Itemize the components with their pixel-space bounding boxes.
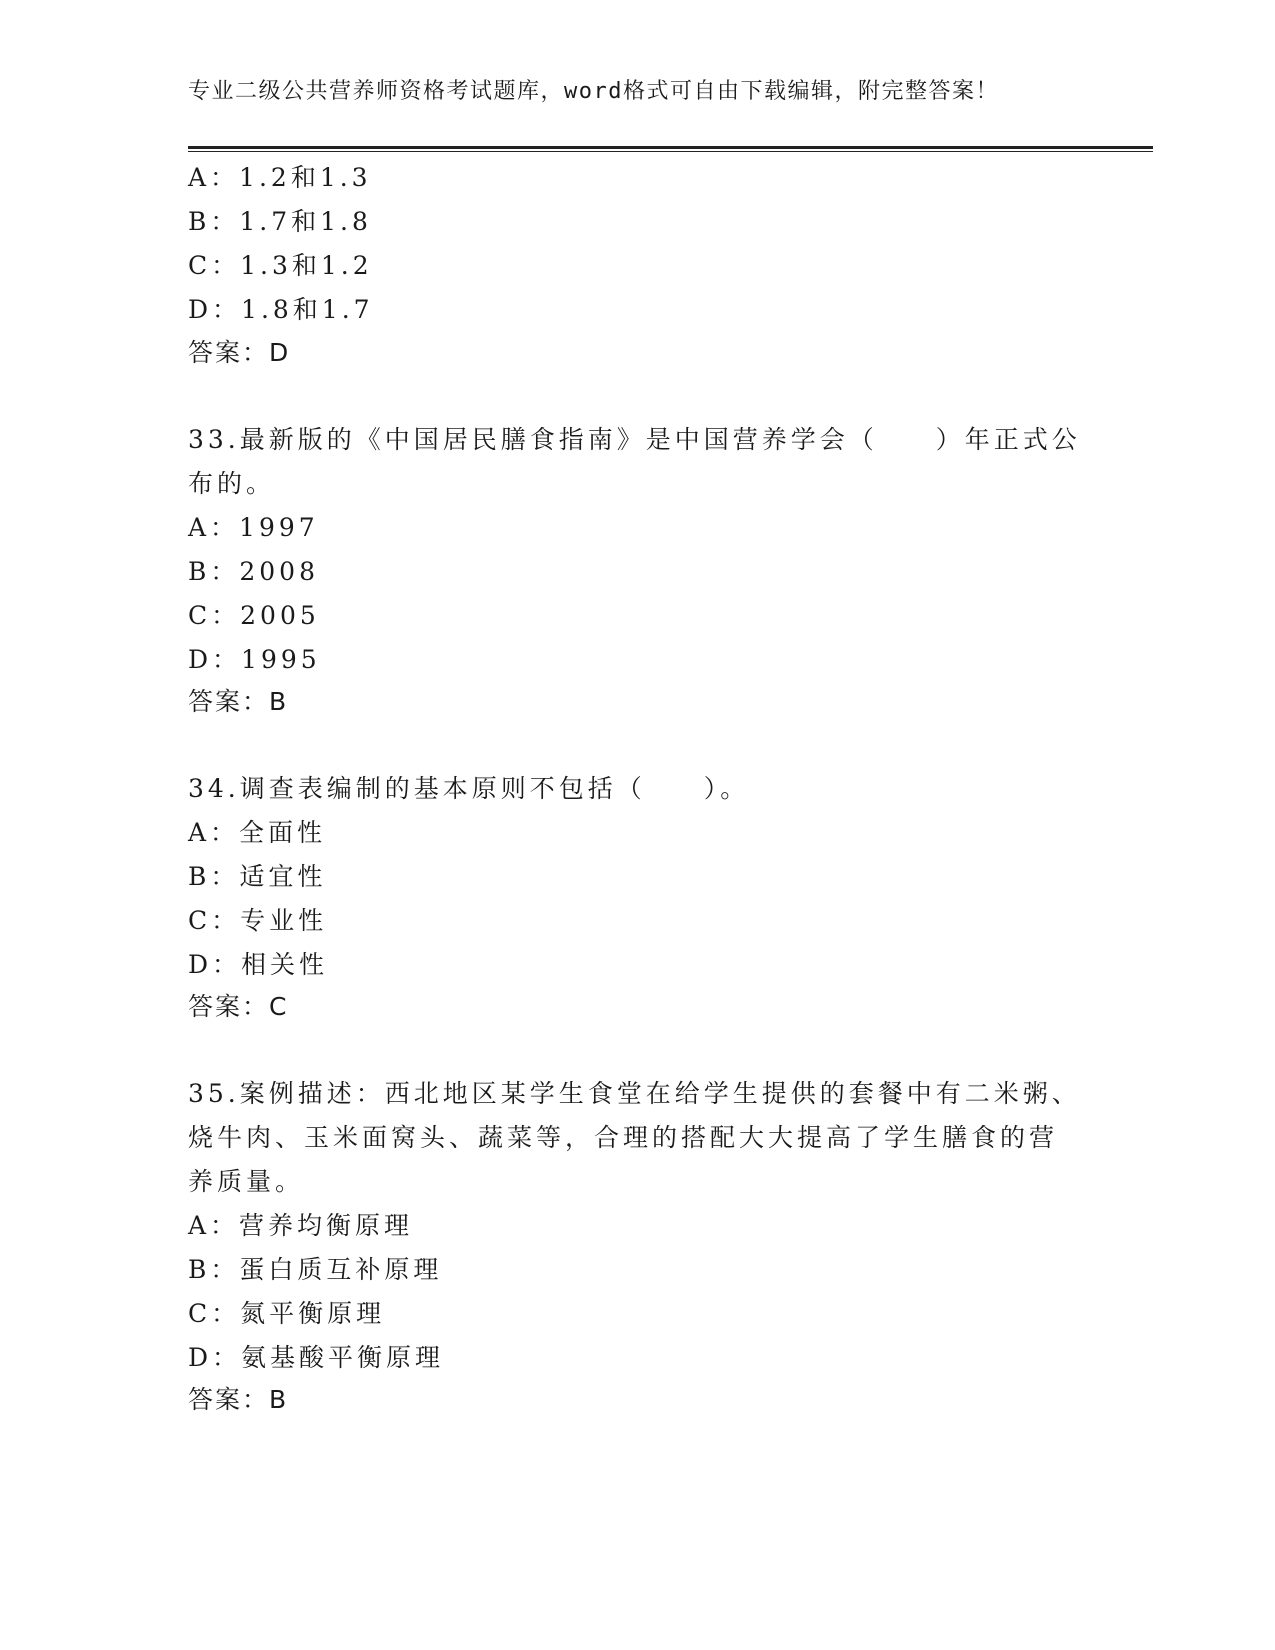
q33-stem-line-2: 布的。	[188, 469, 276, 498]
q33-option-a: A：1997	[188, 513, 319, 542]
header-rule-thin	[188, 151, 1153, 152]
q35-stem-line-2: 烧牛肉、玉米面窝头、蔬菜等，合理的搭配大大提高了学生膳食的营	[188, 1123, 1059, 1152]
q33-option-c: C：2005	[188, 601, 320, 630]
q33-answer: 答案：B	[188, 687, 289, 716]
q35-option-b: B：蛋白质互补原理	[188, 1255, 443, 1284]
q34-stem-line-1: 34.调查表编制的基本原则不包括（ ）。	[188, 774, 750, 803]
q34-option-c: C：专业性	[188, 906, 328, 935]
q35-answer: 答案：B	[188, 1385, 289, 1414]
q32-option-d: D：1.8和1.7	[188, 295, 374, 324]
q33-option-d: D：1995	[188, 645, 321, 674]
q34-option-a: A：全面性	[188, 818, 327, 847]
q35-stem-line-1: 35.案例描述：西北地区某学生食堂在给学生提供的套餐中有二米粥、	[188, 1079, 1081, 1108]
q34-answer: 答案：C	[188, 992, 289, 1021]
q35-option-a: A：营养均衡原理	[188, 1211, 414, 1240]
q35-option-d: D：氨基酸平衡原理	[188, 1343, 445, 1372]
q32-option-b: B：1.7和1.8	[188, 207, 372, 236]
q32-answer: 答案：D	[188, 338, 291, 367]
q35-option-c: C：氮平衡原理	[188, 1299, 386, 1328]
q34-option-d: D：相关性	[188, 950, 329, 979]
q32-option-c: C：1.3和1.2	[188, 251, 373, 280]
q33-stem-line-1: 33.最新版的《中国居民膳食指南》是中国营养学会（ ）年正式公	[188, 425, 1081, 454]
q34-option-b: B：适宜性	[188, 862, 327, 891]
q32-option-a: A：1.2和1.3	[188, 163, 372, 192]
header-rule-thick	[188, 146, 1153, 149]
q35-stem-line-3: 养质量。	[188, 1167, 305, 1196]
q33-option-b: B：2008	[188, 557, 319, 586]
page-header: 专业二级公共营养师资格考试题库，word格式可自由下载编辑，附完整答案！	[188, 79, 999, 104]
